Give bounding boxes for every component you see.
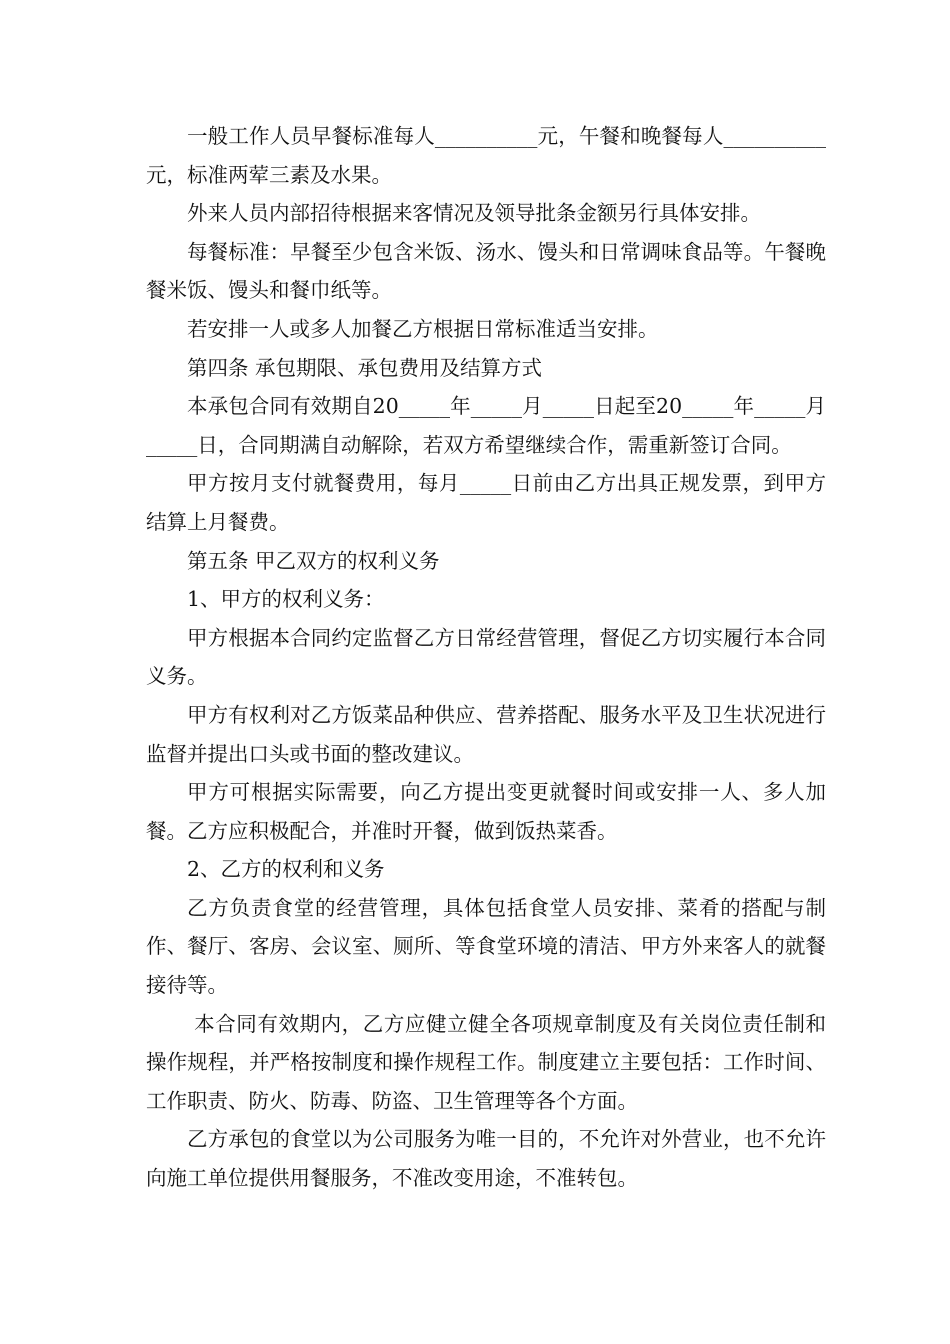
paragraph-breakfast-standard: 一般工作人员早餐标准每人__________元，午餐和晚餐每人__________元，标准两荤三素及水果。: [146, 124, 826, 187]
paragraph-party-a-inspection: 甲方有权利对乙方饭菜品种供应、营养搭配、服务水平及卫生状况进行监督并提出口头或书面的整改建议。: [146, 702, 826, 766]
subheading-party-b-rights: 2、乙方的权利和义务: [187, 857, 385, 882]
paragraph-party-b-regulations: 本合同有效期内，乙方应健立健全各项规章制度及有关岗位责任制和操作规程，并严格按制度和操作规程工作。制度建立主要包括：工作时间、工作职责、防火、防毒、防盗、卫生管理等各个方面。: [146, 1011, 826, 1113]
paragraph-monthly-payment: 甲方按月支付就餐费用，每月_____日前由乙方出具正规发票，到甲方结算上月餐费。: [146, 471, 826, 534]
heading-article-5: 第五条 甲乙双方的权利义务: [187, 548, 440, 573]
paragraph-party-b-restrictions: 乙方承包的食堂以为公司服务为唯一目的，不允许对外营业，也不允许向施工单位提供用餐服务，不准改变用途，不准转包。: [146, 1127, 826, 1191]
paragraph-guest-reception: 外来人员内部招待根据来客情况及领导批条金额另行具体安排。: [187, 201, 761, 226]
paragraph-party-a-changes: 甲方可根据实际需要，向乙方提出变更就餐时间或安排一人、多人加餐。乙方应积极配合，并准时开餐，做到饭热菜香。: [146, 780, 826, 843]
paragraph-contract-term: 本承包合同有效期自20_____年_____月_____日起至20_____年_____月_____日，合同期满自动解除，若双方希望继续合作，需重新签订合同。: [146, 394, 826, 457]
paragraph-party-b-management: 乙方负责食堂的经营管理，具体包括食堂人员安排、菜肴的搭配与制作、餐厅、客房、会议室、厕所、等食堂环境的清洁、甲方外来客人的就餐接待等。: [146, 895, 826, 998]
document-body: [146, 117, 826, 1198]
paragraph-party-a-supervision: 甲方根据本合同约定监督乙方日常经营管理，督促乙方切实履行本合同义务。: [146, 625, 826, 689]
paragraph-meal-standard: 每餐标准：早餐至少包含米饭、汤水、馒头和日常调味食品等。午餐晚餐米饭、馒头和餐巾纸等。: [146, 239, 826, 303]
heading-article-4: 第四条 承包期限、承包费用及结算方式: [187, 355, 543, 380]
paragraph-extra-meals: 若安排一人或多人加餐乙方根据日常标准适当安排。: [187, 316, 659, 341]
subheading-party-a-rights: 1、甲方的权利义务：: [187, 587, 385, 612]
